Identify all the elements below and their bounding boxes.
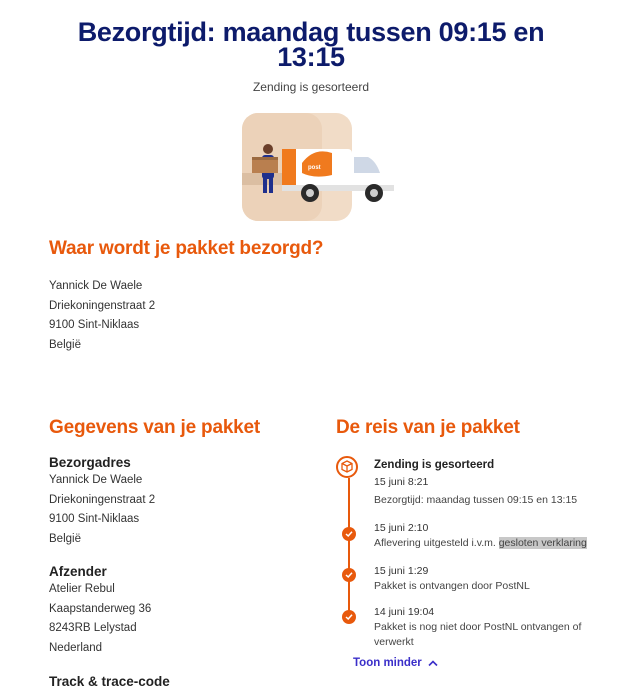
van-logo-text: post xyxy=(308,165,321,171)
chevron-up-icon xyxy=(428,659,438,667)
event-description xyxy=(374,536,587,551)
address-line: Driekoningenstraat 2 xyxy=(49,299,156,312)
address-line: 9100 Sint-Niklaas xyxy=(49,319,140,331)
checkmark-icon xyxy=(342,610,356,624)
address-line: België xyxy=(49,338,81,351)
address-line: Atelier Rebul xyxy=(49,583,115,595)
status-text: Zending is gesorteerd xyxy=(252,80,370,94)
package-details-heading: Gegevens van je pakket xyxy=(49,417,261,438)
timeline-event xyxy=(374,605,594,650)
page-title: Bezorgtijd: maandag tussen 09:15 en 13:15 xyxy=(77,17,545,72)
delivery-van-illustration xyxy=(242,113,398,221)
event-description: Pakket is nog niet door PostNL ontvangen of verwerkt xyxy=(374,621,582,648)
checkmark-icon xyxy=(342,527,356,541)
address-line: Yannick De Waele xyxy=(49,280,143,292)
address-line: België xyxy=(49,532,81,545)
timeline-event xyxy=(374,564,530,594)
afzender-label: Afzender xyxy=(49,564,107,579)
checkmark-icon xyxy=(342,568,356,582)
track-trace-label: Track & trace-code xyxy=(49,674,170,689)
event-description: Pakket is ontvangen door PostNL xyxy=(374,580,530,592)
bezorgadres-label: Bezorgadres xyxy=(49,455,131,470)
event-time: 15 juni 2:10 xyxy=(374,522,429,534)
toon-minder-button[interactable] xyxy=(353,657,438,669)
delivery-address-heading: Waar wordt je pakket bezorgd? xyxy=(49,238,324,259)
package-icon xyxy=(336,456,358,478)
event-time: 15 juni 1:29 xyxy=(374,565,429,577)
address-line: Driekoningenstraat 2 xyxy=(49,493,156,506)
event-description-text: Aflevering uitgesteld i.v.m. xyxy=(374,537,499,549)
journey-heading: De reis van je pakket xyxy=(336,417,520,438)
address-line: Yannick De Waele xyxy=(49,474,143,486)
address-line: 8243RB Lelystad xyxy=(49,622,137,634)
highlighted-text: gesloten verklaring xyxy=(498,537,587,549)
toggle-label: Toon minder xyxy=(353,657,422,669)
address-line: Nederland xyxy=(49,641,103,654)
event-time: 14 juni 19:04 xyxy=(374,606,435,618)
timeline-event xyxy=(374,521,587,551)
address-line: Kaapstanderweg 36 xyxy=(49,602,152,615)
event-time: 15 juni 8:21 xyxy=(374,476,429,488)
event-title: Zending is gesorteerd xyxy=(374,459,495,471)
address-line: 9100 Sint-Niklaas xyxy=(49,513,140,525)
afzender-address xyxy=(49,580,151,658)
bezorgadres-address xyxy=(49,471,155,549)
timeline-line xyxy=(348,478,350,618)
delivery-address xyxy=(49,277,155,355)
event-description: Bezorgtijd: maandag tussen 09:15 en 13:15 xyxy=(374,494,578,506)
timeline-event xyxy=(374,458,577,508)
